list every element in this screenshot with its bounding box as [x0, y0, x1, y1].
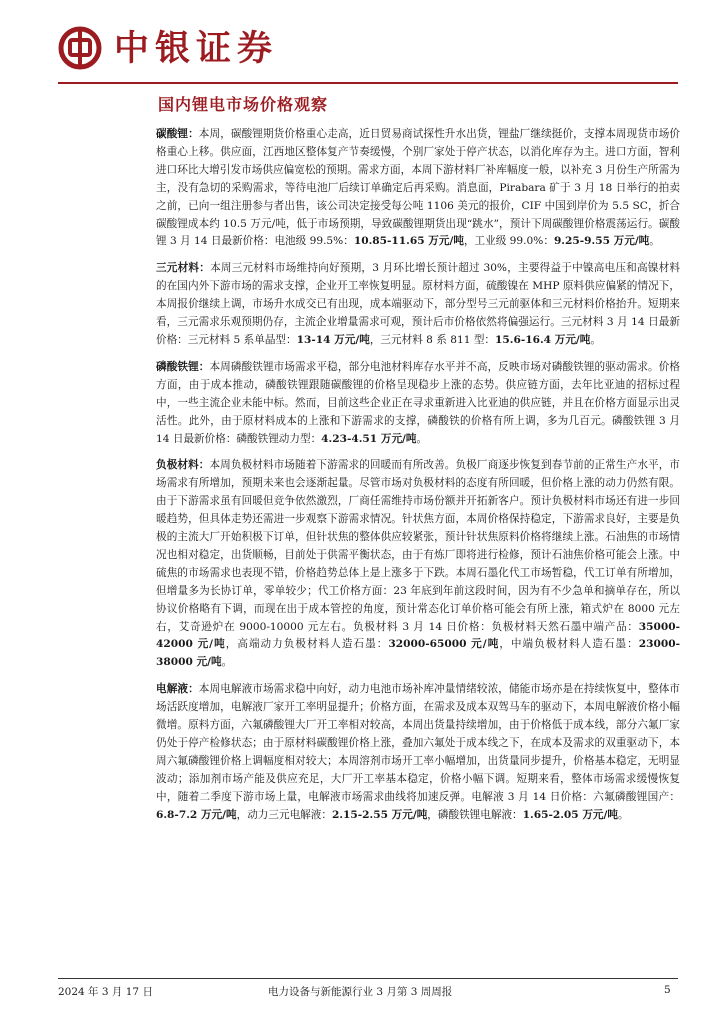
paragraph-lithium-carbonate	[156, 126, 680, 251]
para-label: 碳酸锂：	[156, 128, 199, 140]
para-text: 本周，碳酸锂期货价格重心走高，近日贸易商试探性升水出货，锂盐厂继续挺价，支撑本周现货市场价格重心上移。供应面，江西地区整体复产节奏缓慢，个别厂家处于停产状态，以消化库存为主。进口方面，智利进口环比大增引发市场供应偏宽松的预期。需求方面，本周下游材料厂补库幅度一般，以补充 3 月份生产所需为主，没有急切的采购需求，等待电池厂后续订单确定后再采购。消息面，Pirabara 矿于 3 月 18 日举行的拍卖之前，已向一组注册参与者出售，该公司决定接受每公吨 1106 美元的报价，CIF 中国到岸价为 5.5 SC，折合碳酸锂成本约 10.5 万元/吨，低于市场预期，导致碳酸锂期货出现“跳水”，预计下周碳酸锂价格震荡运行。碳酸锂 3 月 14 日最新价格：电池级 99.5%：	[156, 128, 681, 248]
para-end: 。	[590, 333, 601, 346]
paragraph-electrolyte	[156, 681, 680, 824]
paragraph-anode-materials	[156, 457, 680, 672]
para-text: 本周磷酸铁锂市场需求平稳，部分电池材料库存水平并不高，反映市场对磷酸铁锂的驱动需求。价格方面，由于成本推动，磷酸铁锂跟随碳酸锂的价格呈现稳步上涨的态势。供应链方面，去年比亚迪的招标过程中，一些主流企业未能中标。然而，目前这些企业正在寻求重新进入比亚迪的供应链，并且在价格方面显示出灵活性。此外，由于原材料成本的上涨和下游需求的支撑，磷酸铁的价格有所上调，多为几百元。磷酸铁锂 3 月 14 日最新价格：磷酸铁锂动力型：	[156, 360, 681, 445]
footer-date: 2024 年 3 月 17 日	[58, 986, 153, 998]
para-text: ，磷酸铁锂电解液：	[427, 808, 523, 821]
bank-of-china-logo-icon	[58, 26, 102, 70]
para-text: 本周电解液市场需求稳中向好，动力电池市场补库冲量情绪较浓，储能市场亦是在持续恢复中，整体市场活跃度增加，电解液厂家开工率明显提升；价格方面，在需求及成本双驾马车的驱动下，本周电解液价格小幅微增。原料方面，六氟磷酸锂大厂开工率相对较高，本周出货量持续增加，由于价格低于成本线，部分六氟厂家仍处于停产检修状态；由于原材料碳酸锂价格上涨，叠加六氟处于成本线之下，在成本及需求的双重驱动下，本周六氟磷酸锂价格上调幅度相对较大；本周溶剂市场开工率小幅增加，出货量同步提升，价格基本稳定，无明显波动；添加剂市场产能及供应充足，大厂开工率基本稳定，价格小幅下调。短期来看，整体市场需求缓慢恢复中，随着二季度下游市场上量，电解液市场需求曲线将加速反弹。电解液 3 月 14 日价格：六氟磷酸锂国产：	[156, 683, 681, 803]
para-label: 负极材料：	[156, 459, 210, 472]
header-divider	[58, 82, 678, 84]
para-end: 。	[617, 808, 629, 821]
price-value: 15.6-16.4 万元/吨	[495, 333, 591, 346]
para-end: 。	[221, 656, 233, 669]
para-text: ，三元材料 8 系 811 型：	[369, 333, 496, 346]
price-value: 13-14 万元/吨	[296, 333, 370, 346]
price-value: 4.23-4.51 万元/吨	[321, 432, 417, 445]
price-value: 9.25-9.55 万元/吨	[553, 235, 650, 248]
para-text: ，高端动力负极材料人造石墨：	[225, 638, 389, 651]
price-value: 6.8-7.2 万元/吨	[156, 808, 237, 821]
paragraph-lfp	[156, 359, 680, 449]
para-text: ，工业级 99.0%：	[463, 235, 554, 248]
para-label: 电解液：	[156, 683, 199, 696]
footer-report-title: 电力设备与新能源行业 3 月第 3 周周报	[268, 986, 453, 998]
price-value: 10.85-11.65 万元/吨	[353, 235, 464, 248]
section-title: 国内锂电市场价格观察	[158, 95, 329, 114]
para-text: 本周三元材料市场维持向好预期，3 月环比增长预计超过 30%，主要得益于中镍高电压和高镍材料的在国内外下游市场的需求支撑，企业开工率恢复明显。原材料方面，硫酸镍在 MHP 原料供应偏紧的情况下，本周报价继续上调，市场升水成交已有出现，成本端驱动下，部分型号三元前驱体和三元材料价格抬升。短期来看，三元需求乐观预期仍存，主流企业增量需求可观，预计后市价格依然将偏强运行。三元材料 3 月 14 日最新价格：三元材料 5 系单晶型：	[156, 262, 680, 346]
report-body	[156, 126, 680, 834]
page-number: 5	[664, 984, 671, 996]
para-text: ，动力三元电解液：	[236, 808, 332, 821]
price-value: 35000-42000 元/吨	[156, 620, 680, 651]
price-value: 23000-38000 元/吨	[156, 638, 680, 669]
page-header	[58, 26, 678, 76]
price-value: 1.65-2.05 万元/吨	[522, 808, 618, 821]
footer-divider	[58, 978, 678, 979]
para-text: ，中端负极材料人造石墨：	[499, 638, 639, 651]
price-value: 32000-65000 元/吨	[388, 638, 500, 651]
brand-name: 中银证券	[114, 29, 279, 69]
price-value: 2.15-2.55 万元/吨	[331, 808, 428, 821]
paragraph-ternary-materials	[156, 260, 680, 350]
para-label: 三元材料：	[156, 262, 211, 275]
para-label: 磷酸铁锂：	[156, 360, 210, 373]
para-end: 。	[649, 235, 660, 248]
para-text: 本周负极材料市场随着下游需求的回暖而有所改善。负极厂商逐步恢复到春节前的正常生产水平，市场需求有所增加，预期未来也会逐渐起量。尽管市场对负极材料的态度有所回暖，但价格上涨的动力仍然有限。由于下游需求虽有回暖但竞争依然激烈，厂商任需维持市场份额并开拓新客户。预计负极材料市场还有进一步回暖趋势，但具体走势还需进一步观察下游需求情况。针状焦方面，本周价格保持稳定，下游需求良好，主要是负极的主流大厂开始积极下订单，但针状焦的整体供应较紧张，预计针状焦原料价格将继续上涨。石油焦的市场情况也相对稳定，出货顺畅，目前处于供需平衡状态，由于有炼厂即将进行检修，预计石油焦价格可能会上涨。中硫焦的市场需求也表现不错，价格趋势总体上是上涨多于下跌。本周石墨化代工市场暂稳，代工订单有所增加，但增量多为长协订单，零单较少；代工价格方面：23 年底到年前这段时间，因为有不少急单和摘单存在，所以协议价格略有下调，而现在出于成本管控的角度，预计常态化订单价格可能会有所上涨，箱式炉在 8000 元左右，艾奇逊炉在 9000-10000 元左右。负极材料 3 月 14 日价格：负极材料天然石墨中端产品：	[156, 459, 681, 633]
para-end: 。	[416, 432, 428, 445]
